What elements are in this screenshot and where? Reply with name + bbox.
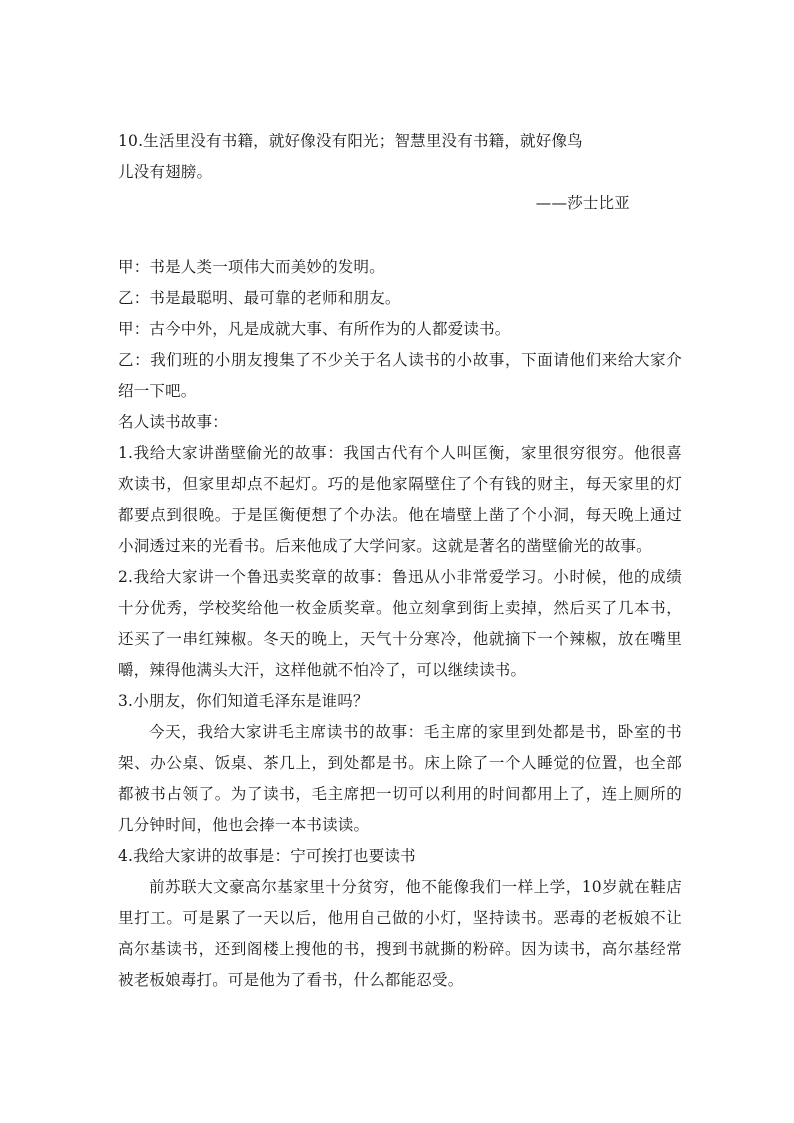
dialogue-line: 甲：古今中外，凡是成就大事、有所作为的人都爱读书。 — [118, 320, 511, 338]
story-4-title: 4.我给大家讲的故事是：宁可挨打也要读书 — [118, 847, 416, 865]
quote-line-2: 儿没有翅膀。 — [118, 163, 213, 181]
story-1: 1.我给大家讲凿壁偷光的故事：我国古代有个人叫匡衡，家里很穷很穷。他很喜欢读书，但家里却点不起灯。巧的是他家隔壁住了个有钱的财主，每天家里的灯都要点到很晚。于是匡衡便想了个办法。他在墙壁上凿了个小洞，每天晚上通过小洞透过来的光看书。后来他成了大学问家。这就是著名的凿壁偷光的故事。 — [118, 444, 682, 555]
quote-block — [118, 126, 682, 219]
quote-attribution: ——莎士比亚 — [535, 194, 630, 212]
story-2: 2.我给大家讲一个鲁迅卖奖章的故事：鲁迅从小非常爱学习。小时候，他的成绩十分优秀，学校奖给他一枚金质奖章。他立刻拿到街上卖掉，然后买了几本书，还买了一串红辣椒。冬天的晚上，天气十分寒冷，他就摘下一个辣椒，放在嘴里嚼，辣得他满头大汗，这样他就不怕冷了，可以继续读书。 — [118, 568, 682, 679]
body-text — [118, 252, 682, 996]
story-3-question: 3.小朋友，你们知道毛泽东是谁吗？ — [118, 692, 369, 710]
dialogue-line: 乙：我们班的小朋友搜集了不少关于名人读书的小故事，下面请他们来给大家介绍一下吧。 — [118, 351, 682, 400]
section-title: 名人读书故事： — [118, 413, 228, 431]
story-4-body: 前苏联大文豪高尔基家里十分贫穷，他不能像我们一样上学，10岁就在鞋店里打工。可是累了一天以后，他用自己做的小灯，坚持读书。恶毒的老板娘不让高尔基读书，还到阁楼上搜他的书，搜到书就撕的粉碎。因为读书，高尔基经常被老板娘毒打。可是他为了看书，什么都能忍受。 — [118, 878, 682, 989]
story-3-body: 今天，我给大家讲毛主席读书的故事：毛主席的家里到处都是书，卧室的书架、办公桌、饭桌、茶几上，到处都是书。床上除了一个人睡觉的位置，也全部都被书占领了。为了读书，毛主席把一切可以利用的时间都用上了，连上厕所的几分钟时间，他也会捧一本书读读。 — [118, 723, 682, 834]
quote-line-1: 10.生活里没有书籍，就好像没有阳光；智慧里没有书籍，就好像鸟 — [118, 132, 583, 150]
dialogue-line: 甲：书是人类一项伟大而美妙的发明。 — [118, 258, 385, 276]
dialogue-line: 乙：书是最聪明、最可靠的老师和朋友。 — [118, 289, 401, 307]
